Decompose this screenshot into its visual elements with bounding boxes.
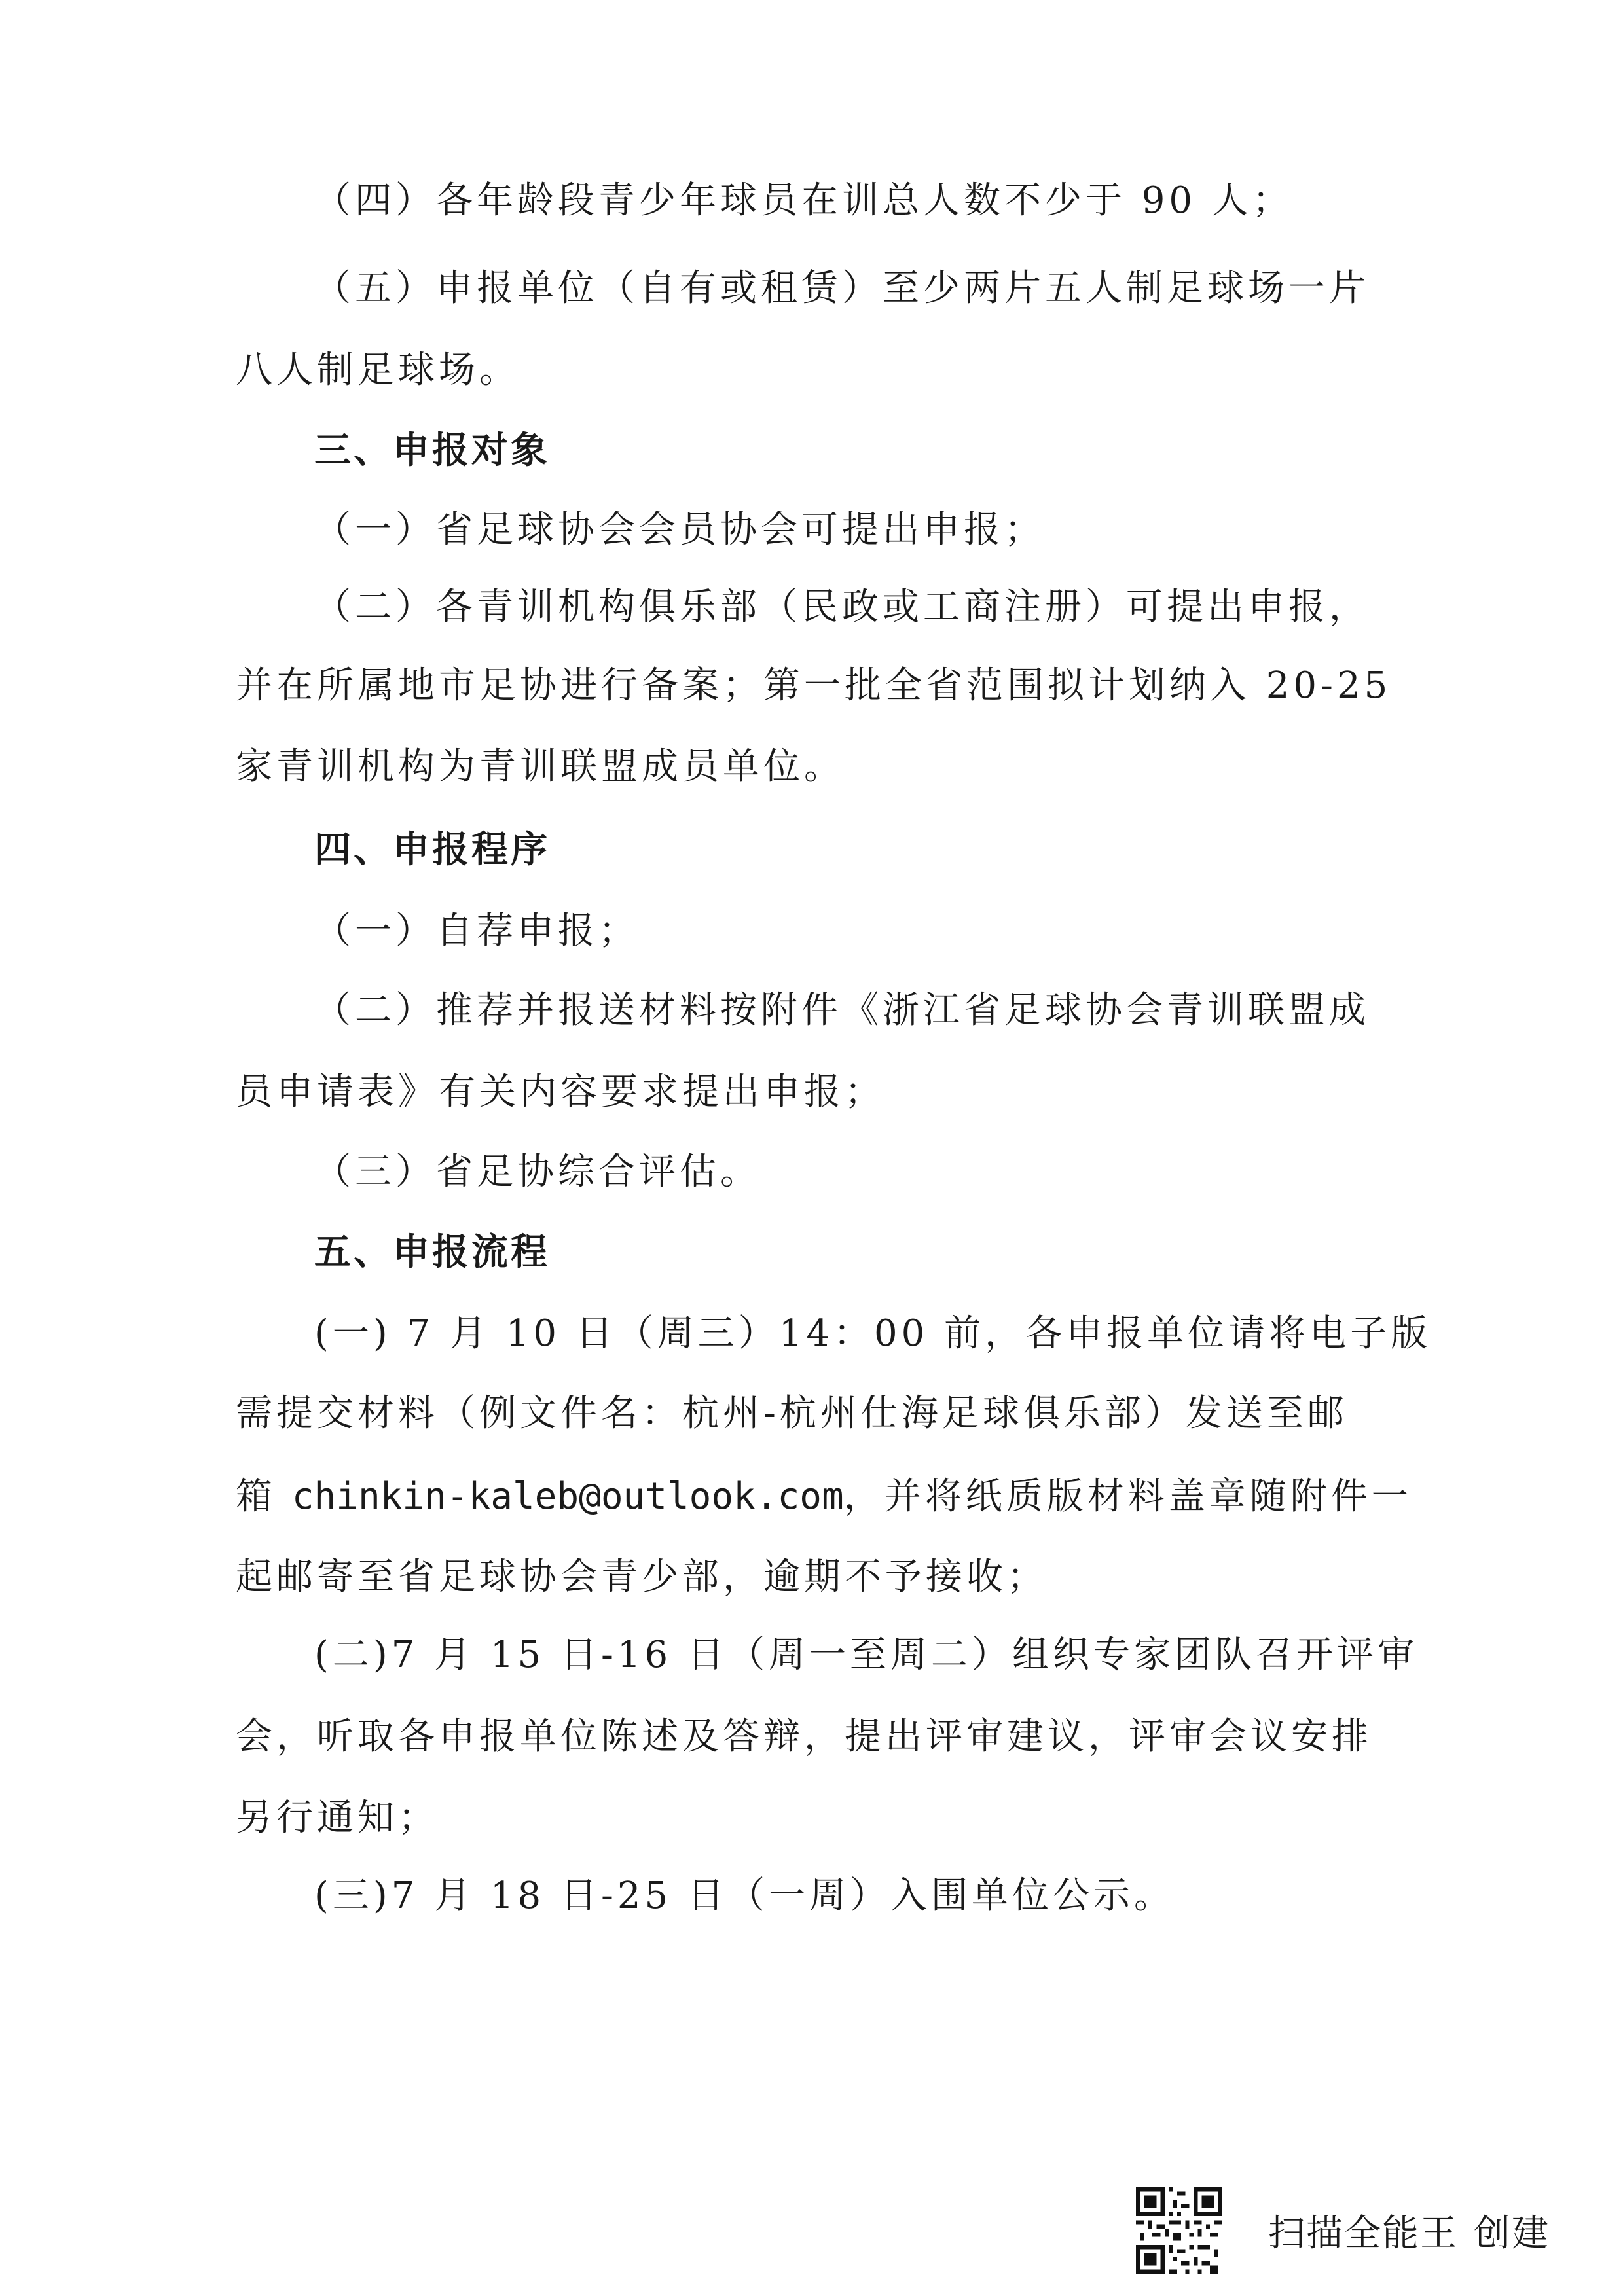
paragraph-line: （五）申报单位（自有或租赁）至少两片五人制足球场一片	[314, 267, 1370, 310]
qr-code-icon	[1136, 2187, 1222, 2274]
line-suffix: ，并将纸质版材料盖章随附件一	[843, 1475, 1412, 1518]
paragraph-line: （一）自荐申报；	[314, 910, 639, 952]
paragraph-line: 八人制足球场。	[236, 349, 520, 391]
scanner-app-label	[1268, 2204, 1550, 2257]
paragraph-line: 会，听取各申报单位陈述及答辩，提出评审建议，评审会议安排	[236, 1715, 1372, 1758]
paragraph-line: 员申请表》有关内容要求提出申报；	[236, 1071, 885, 1113]
paragraph-line: （三）省足协综合评估。	[314, 1151, 761, 1193]
section-heading: 四、申报程序	[314, 829, 550, 871]
section-heading: 三、申报对象	[314, 429, 550, 472]
paragraph-line: 家青训机构为青训联盟成员单位。	[236, 745, 845, 788]
section-heading: 五、申报流程	[314, 1231, 550, 1274]
paragraph-line	[236, 1474, 1412, 1520]
paragraph-line: （二）推荐并报送材料按附件《浙江省足球协会青训联盟成	[314, 989, 1370, 1031]
paragraph-line: （二）各青训机构俱乐部（民政或工商注册）可提出申报，	[314, 586, 1370, 628]
paragraph-line: (三)7 月 18 日-25 日（一周）入围单位公示。	[314, 1874, 1175, 1917]
paragraph-line: 并在所属地市足协进行备案；第一批全省范围拟计划纳入 20-25	[236, 664, 1392, 707]
scanner-app-name: 扫描全能王	[1268, 2212, 1458, 2255]
scanner-action: 创建	[1474, 2212, 1550, 2255]
email-address: chinkin-kaleb@outlook.com	[291, 1475, 844, 1518]
paragraph-line: 另行通知；	[236, 1797, 439, 1839]
paragraph-line: 起邮寄至省足球协会青少部，逾期不予接收；	[236, 1556, 1048, 1598]
line-prefix: 箱	[236, 1475, 276, 1518]
scanner-watermark	[1136, 2187, 1550, 2274]
paragraph-line: (二)7 月 15 日-16 日（周一至周二）组织专家团队召开评审	[314, 1634, 1418, 1676]
paragraph-line: （一）省足球协会会员协会可提出申报；	[314, 509, 1045, 551]
paragraph-line: (一) 7 月 10 日（周三）14：00 前，各申报单位请将电子版	[314, 1312, 1432, 1355]
paragraph-line: 需提交材料（例文件名：杭州-杭州仕海足球俱乐部）发送至邮	[236, 1392, 1348, 1435]
paragraph-line: （四）各年龄段青少年球员在训总人数不少于 90 人；	[314, 179, 1293, 222]
